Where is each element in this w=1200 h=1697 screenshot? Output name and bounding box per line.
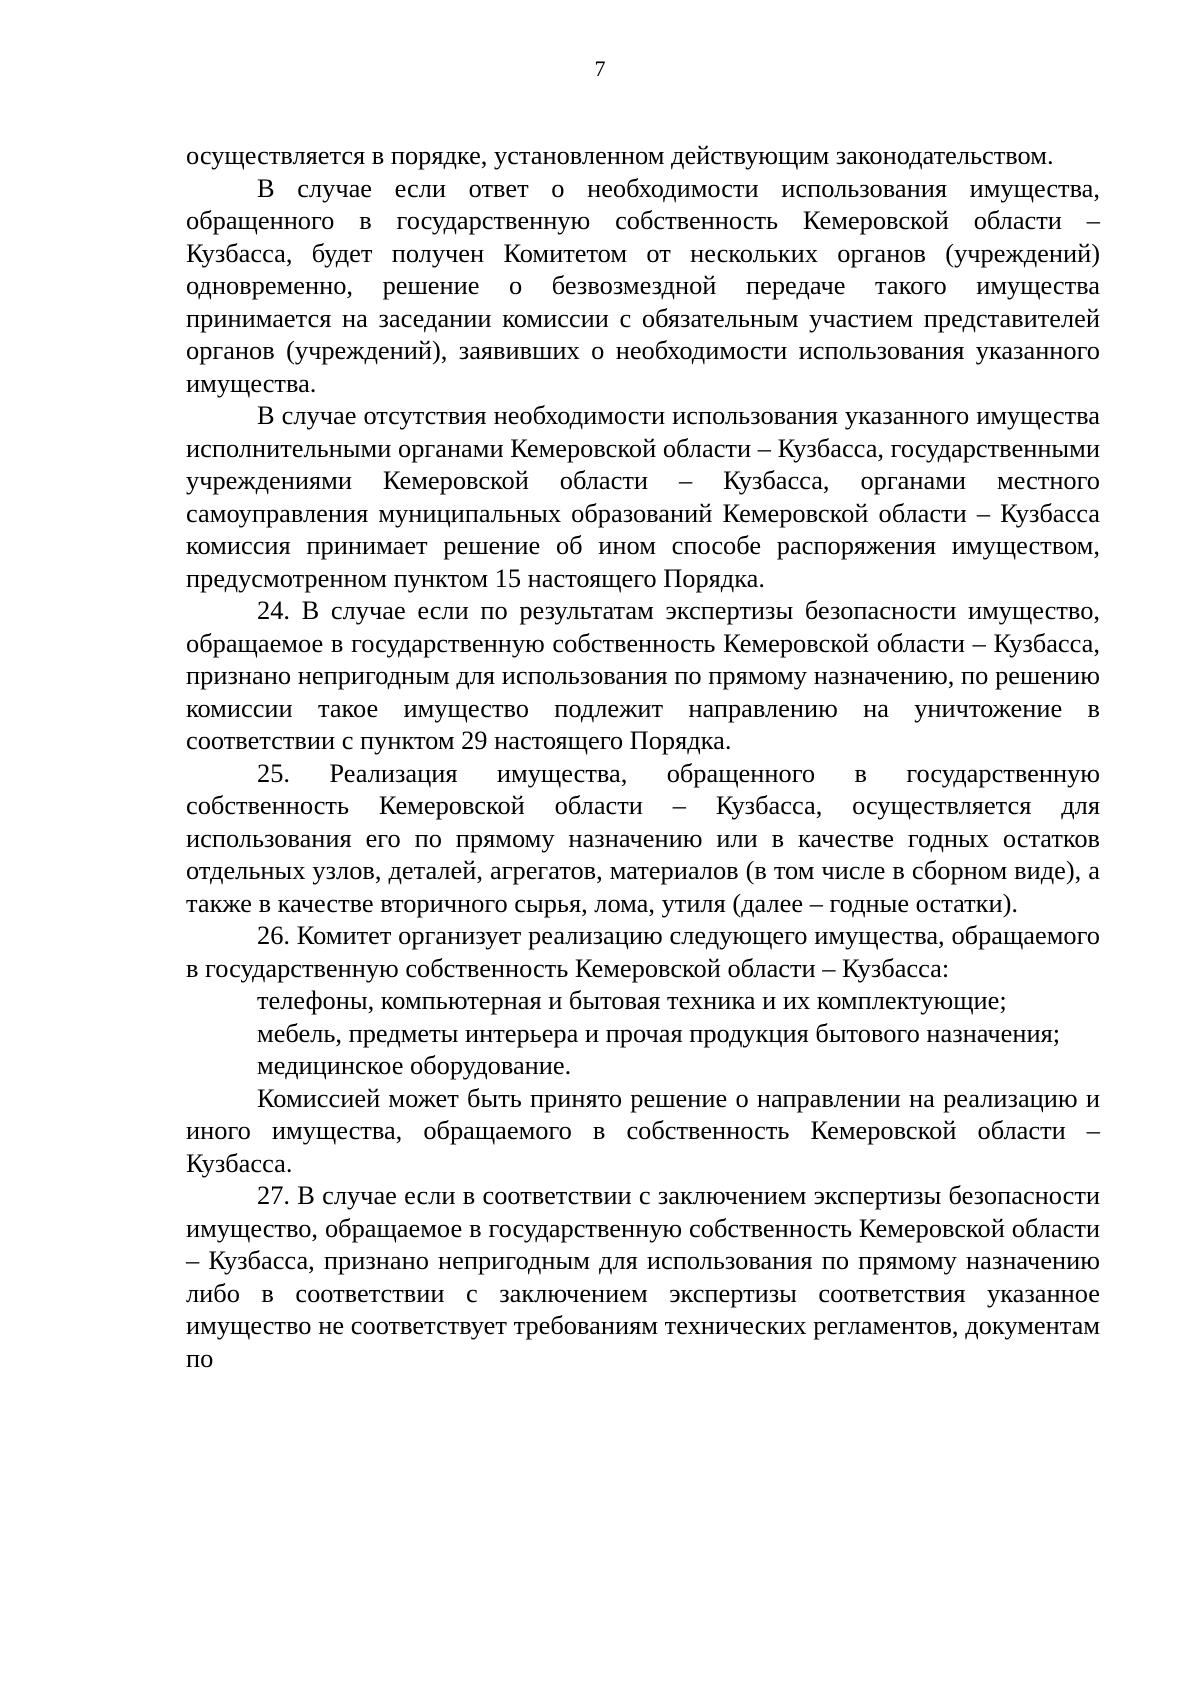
paragraph-item-27: 27. В случае если в соответствии с заключением экспертизы безопасности имущество, обращаемое в государственную собственность Кемеровской области – Кузбасса, признано непригодным для использования по прямому назначению либо в соответствии с заключением экспертизы соответствия указанное имущество не соответствует требованиям технических регламентов, документам по bbox=[186, 1180, 1100, 1373]
list-item-medical: медицинское оборудование. bbox=[257, 1050, 572, 1080]
document-body bbox=[186, 139, 1100, 1374]
list-item-furniture: мебель, предметы интерьера и прочая продукция бытового назначения; bbox=[257, 1017, 1061, 1048]
paragraph-continuation: осуществляется в порядке, установленном действующим законодательством. bbox=[186, 140, 1054, 170]
paragraph-no-need: В случае отсутствия необходимости использования указанного имущества исполнительными органами Кемеровской области – Кузбасса, государственными учреждениями Кемеровской области – Кузбасса, органами местного самоуправления муниципальных образований Кемеровской области – Кузбасса комиссия принимает решение об ином способе распоряжения имуществом, предусмотренном пунктом 15 настоящего Порядка. bbox=[186, 400, 1100, 593]
page-number: 7 bbox=[594, 56, 606, 81]
paragraph-item-24: 24. В случае если по результатам экспертизы безопасности имущество, обращаемое в государственную собственность Кемеровской области – Кузбасса, признано непригодным для использования по прямому назначению, по решению комиссии такое имущество подлежит направлению на уничтожение в соответствии с пунктом 29 настоящего Порядка. bbox=[186, 595, 1100, 755]
paragraph-commission-decision: Комиссией может быть принято решение о направлении на реализацию и иного имущества, обращаемого в собственность Кемеровской области – Кузбасса. bbox=[186, 1082, 1100, 1178]
paragraph-item-25: 25. Реализация имущества, обращенного в государственную собственность Кемеровской области – Кузбасса, осуществляется для использования его по прямому назначению или в качестве годных остатков отдельных узлов, деталей, агрегатов, материалов (в том числе в сборном виде), а также в качестве вторичного сырья, лома, утиля (далее – годные остатки). bbox=[186, 757, 1100, 918]
paragraph-multiple-requests: В случае если ответ о необходимости использования имущества, обращенного в государственную собственность Кемеровской области – Кузбасса, будет получен Комитетом от нескольких органов (учреждений) одновременно, решение о безвозмездной передаче такого имущества принимается на заседании комиссии с обязательным участием представителей органов (учреждений), заявивших о необходимости использования указанного имущества. bbox=[186, 172, 1100, 398]
paragraph-item-26: 26. Комитет организует реализацию следующего имущества, обращаемого в государственную собственность Кемеровской области – Кузбасса: bbox=[186, 920, 1100, 983]
list-item-phones: телефоны, компьютерная и бытовая техника и их комплектующие; bbox=[257, 985, 1007, 1015]
